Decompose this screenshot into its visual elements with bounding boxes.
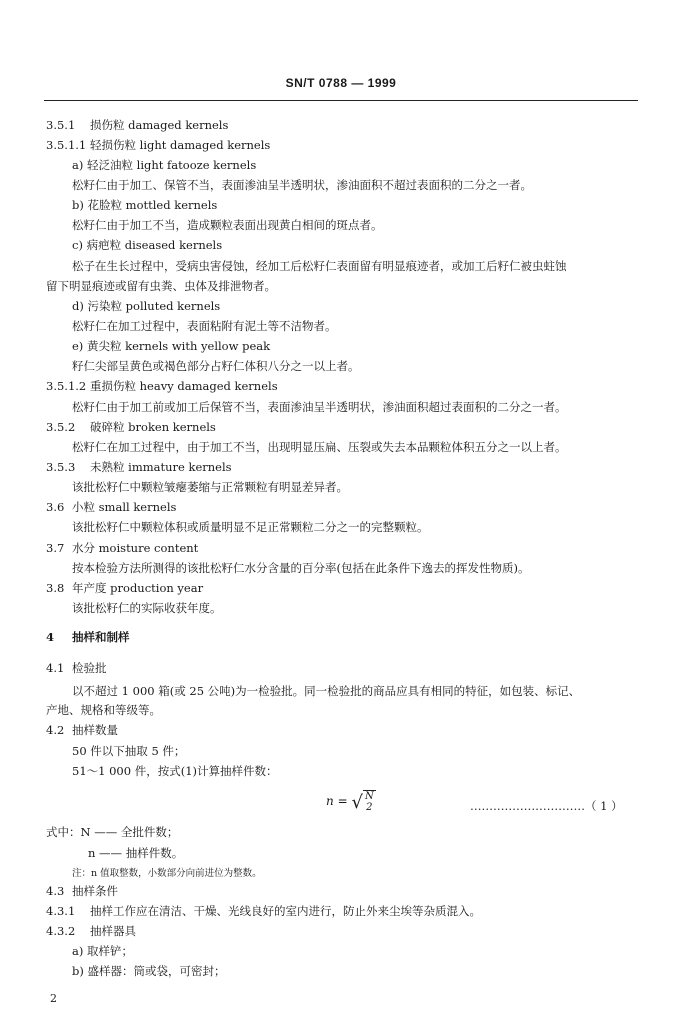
formula-lhs: n (326, 794, 334, 808)
formula-equals: = (337, 794, 348, 808)
formula-fraction (363, 790, 376, 813)
item-c-text-2: 留下明显痕迹或留有虫粪、虫体及排泄物者。 (46, 279, 276, 293)
item-b-title: b) 花脸粒 mottled kernels (72, 198, 218, 212)
clause-4-1: 4.1 检验批 (46, 661, 107, 675)
clause-3-5-2-text: 松籽仁在加工过程中，由于加工不当，出现明显压扁、压裂或失去本品颗粒体积五分之一以上者。 (72, 440, 567, 454)
formula-where-n-total: 式中：N —— 全批件数； (46, 825, 179, 839)
formula-denominator: 2 (366, 802, 373, 813)
formula-numerator: N (364, 791, 374, 802)
clause-4-1-text-1: 以不超过 1 000 箱(或 25 公吨)为一检验批。同一检验批的商品应具有相同的特征，如包装、标记、 (72, 684, 581, 698)
item-b-text: 松籽仁由于加工不当，造成颗粒表面出现黄白相间的斑点者。 (72, 218, 383, 232)
sampling-tool-a: a) 取样铲； (72, 944, 133, 958)
item-a-text: 松籽仁由于加工、保管不当，表面渗油呈半透明状，渗油面积不超过表面积的二分之一者。 (72, 178, 532, 192)
clause-4-3: 4.3 抽样条件 (46, 884, 118, 898)
item-c-title: c) 病疤粒 diseased kernels (72, 238, 223, 252)
clause-3-8-text: 该批松籽仁的实际收获年度。 (72, 601, 222, 615)
clause-3-6: 3.6 小粒 small kernels (46, 500, 177, 514)
clause-4-2: 4.2 抽样数量 (46, 723, 118, 737)
clause-4-3-1: 4.3.1 抽样工作应在清洁、干燥、光线良好的室内进行，防止外来尘埃等杂质混入。 (46, 904, 481, 918)
page-number: 2 (50, 992, 57, 1005)
clause-4-3-2: 4.3.2 抽样器具 (46, 924, 136, 938)
clause-4-2-text-1: 50 件以下抽取 5 件； (72, 744, 186, 758)
clause-4-1-text-2: 产地、规格和等级等。 (46, 703, 161, 717)
clause-3-5-1-2-text: 松籽仁由于加工前或加工后保管不当，表面渗油呈半透明状，渗油面积超过表面积的二分之一者。 (72, 400, 567, 414)
section-4-heading: 4 抽样和制样 (46, 630, 130, 644)
formula-where-n-sample: n —— 抽样件数。 (88, 846, 184, 860)
formula-note: 注：n 值取整数，小数部分向前进位为整数。 (72, 868, 262, 879)
clause-3-5-1-2: 3.5.1.2 重损伤粒 heavy damaged kernels (46, 379, 278, 393)
item-d-title: d) 污染粒 polluted kernels (72, 299, 221, 313)
equation-number: …………………………（ 1 ） (470, 799, 623, 813)
item-e-title: e) 黄尖粒 kernels with yellow peak (72, 339, 271, 353)
clause-3-5-3: 3.5.3 未熟粒 immature kernels (46, 460, 232, 474)
item-a-title: a) 轻泛油粒 light fatooze kernels (72, 158, 257, 172)
sampling-formula (326, 790, 376, 813)
clause-3-7-text: 按本检验方法所测得的该批松籽仁水分含量的百分率(包括在此条件下逸去的挥发性物质)。 (72, 561, 530, 575)
clause-4-2-text-2: 51～1 000 件，按式(1)计算抽样件数： (72, 764, 278, 778)
clause-3-7: 3.7 水分 moisture content (46, 541, 199, 555)
item-e-text: 籽仁尖部呈黄色或褐色部分占籽仁体积八分之一以上者。 (72, 359, 360, 373)
sqrt-symbol: √ (351, 792, 363, 813)
clause-3-5-2: 3.5.2 破碎粒 broken kernels (46, 420, 216, 434)
item-d-text: 松籽仁在加工过程中，表面粘附有泥土等不洁物者。 (72, 319, 337, 333)
sampling-tool-b: b) 盛样器：筒或袋，可密封； (72, 964, 226, 978)
clause-3-5-1: 3.5.1 损伤粒 damaged kernels (46, 118, 229, 132)
clause-3-5-1-1: 3.5.1.1 轻损伤粒 light damaged kernels (46, 138, 271, 152)
clause-3-5-3-text: 该批松籽仁中颗粒皱瘪萎缩与正常颗粒有明显差异者。 (72, 480, 348, 494)
item-c-text-1: 松子在生长过程中，受病虫害侵蚀，经加工后松籽仁表面留有明显痕迹者，或加工后籽仁被虫蛀蚀 (72, 259, 567, 273)
clause-3-6-text: 该批松籽仁中颗粒体积或质量明显不足正常颗粒二分之一的完整颗粒。 (72, 520, 429, 534)
standard-number-header: SN/T 0788 — 1999 (285, 76, 397, 90)
clause-3-8: 3.8 年产度 production year (46, 581, 204, 595)
header-divider (44, 100, 638, 101)
